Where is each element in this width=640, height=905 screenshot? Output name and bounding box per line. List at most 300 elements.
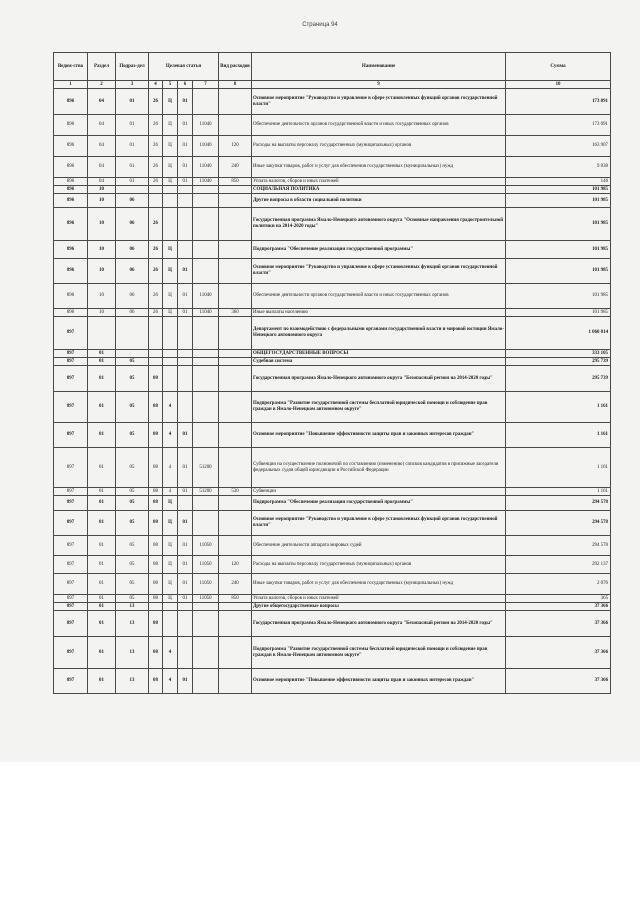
cell-vid: 240 — [219, 574, 252, 595]
cell-cs1: 08 — [149, 496, 163, 511]
cell-cs4: 11040 — [193, 157, 219, 178]
cell-vid: 240 — [219, 157, 252, 178]
table-row — [54, 536, 611, 556]
cell-cs3: 01 — [178, 89, 193, 115]
cell-cs1: 08 — [149, 488, 163, 496]
cell-cs3: 01 — [178, 423, 193, 448]
cell-cs1 — [149, 603, 163, 611]
cell-cs2: Ц — [163, 536, 178, 556]
cell-vid — [219, 637, 252, 669]
cell-name: Расходы на выплаты персоналу государственных (муниципальных) органов — [252, 136, 506, 157]
cell-name: Государственная программа Ямало-Ненецкого автономного округа "Основные направления градостроительной политики на 2014-2020 годы" — [252, 208, 506, 241]
col-number: 5 — [163, 81, 178, 89]
cell-cs2: 4 — [163, 448, 178, 488]
cell-sum: 37 366 — [506, 611, 611, 637]
cell-cs3: 01 — [178, 448, 193, 488]
cell-sum: 173 091 — [506, 89, 611, 115]
cell-razdel: 01 — [88, 350, 116, 358]
cell-cs1: 08 — [149, 669, 163, 694]
cell-razdel: 01 — [88, 511, 116, 536]
cell-razdel: 10 — [88, 194, 116, 208]
cell-vid — [219, 317, 252, 350]
cell-name: Обеспечение деятельности аппарата мировых судей — [252, 536, 506, 556]
cell-vid — [219, 194, 252, 208]
cell-podrazdel: 06 — [116, 284, 149, 309]
cell-cs2 — [163, 194, 178, 208]
cell-ved: 897 — [54, 611, 88, 637]
cell-cs2 — [163, 366, 178, 392]
cell-cs2: Ц — [163, 157, 178, 178]
cell-sum: 101 985 — [506, 208, 611, 241]
cell-ved: 896 — [54, 284, 88, 309]
cell-razdel: 01 — [88, 603, 116, 611]
cell-ved: 896 — [54, 89, 88, 115]
cell-cs1: 08 — [149, 448, 163, 488]
cell-razdel: 01 — [88, 358, 116, 366]
cell-cs1: 26 — [149, 259, 163, 284]
cell-ved: 896 — [54, 186, 88, 194]
cell-cs2 — [163, 186, 178, 194]
cell-vid: 120 — [219, 136, 252, 157]
table-row — [54, 603, 611, 611]
cell-vid: 850 — [219, 178, 252, 186]
cell-sum: 294 578 — [506, 496, 611, 511]
cell-cs4 — [193, 611, 219, 637]
table-row — [54, 259, 611, 284]
col-number: 9 — [252, 81, 506, 89]
cell-ved: 897 — [54, 574, 88, 595]
cell-vid — [219, 536, 252, 556]
cell-sum: 101 985 — [506, 259, 611, 284]
cell-razdel: 10 — [88, 284, 116, 309]
cell-cs4 — [193, 241, 219, 259]
cell-cs1: 26 — [149, 136, 163, 157]
cell-sum: 295 739 — [506, 358, 611, 366]
cell-cs2 — [163, 208, 178, 241]
cell-vid — [219, 611, 252, 637]
cell-cs2: 4 — [163, 488, 178, 496]
cell-name: Субвенции — [252, 488, 506, 496]
cell-sum: 9 038 — [506, 157, 611, 178]
cell-cs4: 11050 — [193, 595, 219, 603]
cell-vid — [219, 89, 252, 115]
cell-sum: 1 161 — [506, 448, 611, 488]
table-row — [54, 556, 611, 574]
cell-cs4: 11040 — [193, 309, 219, 317]
table-row — [54, 392, 611, 423]
cell-vid — [219, 511, 252, 536]
cell-vid — [219, 496, 252, 511]
cell-cs3: 01 — [178, 259, 193, 284]
cell-cs3: 01 — [178, 511, 193, 536]
cell-razdel: 10 — [88, 186, 116, 194]
cell-cs4 — [193, 186, 219, 194]
cell-sum: 163 907 — [506, 136, 611, 157]
col-number: 7 — [193, 81, 219, 89]
cell-ved: 897 — [54, 595, 88, 603]
cell-cs2: Ц — [163, 178, 178, 186]
cell-cs1: 08 — [149, 511, 163, 536]
cell-vid — [219, 392, 252, 423]
cell-cs1 — [149, 194, 163, 208]
cell-cs1: 08 — [149, 366, 163, 392]
cell-cs2: 4 — [163, 637, 178, 669]
cell-cs4: 11040 — [193, 115, 219, 136]
cell-razdel: 10 — [88, 241, 116, 259]
cell-cs4: 11050 — [193, 574, 219, 595]
cell-sum: 173 091 — [506, 115, 611, 136]
cell-cs2: Ц — [163, 115, 178, 136]
cell-cs3: 01 — [178, 574, 193, 595]
cell-sum: 37 366 — [506, 669, 611, 694]
cell-cs1: 08 — [149, 637, 163, 669]
cell-razdel: 01 — [88, 574, 116, 595]
cell-cs1: 26 — [149, 241, 163, 259]
cell-cs2: Ц — [163, 241, 178, 259]
cell-cs1: 08 — [149, 595, 163, 603]
cell-name: Обеспечение деятельности органов государственной власти и иных государственных органов — [252, 284, 506, 309]
cell-ved: 897 — [54, 366, 88, 392]
cell-cs3: 01 — [178, 115, 193, 136]
cell-cs4 — [193, 317, 219, 350]
cell-cs4: 11050 — [193, 536, 219, 556]
cell-podrazdel: 05 — [116, 366, 149, 392]
cell-sum: 294 578 — [506, 536, 611, 556]
cell-podrazdel: 05 — [116, 423, 149, 448]
table-row — [54, 178, 611, 186]
cell-cs3 — [178, 241, 193, 259]
header-podrazdel: Подраз-дел — [116, 53, 149, 81]
cell-razdel: 04 — [88, 89, 116, 115]
cell-cs3: 01 — [178, 488, 193, 496]
cell-name: Иные закупки товаров, работ и услуг для обеспечения государственных (муниципальных) нужд — [252, 574, 506, 595]
cell-podrazdel: 05 — [116, 358, 149, 366]
cell-cs4: 51200 — [193, 488, 219, 496]
cell-sum: 146 — [506, 178, 611, 186]
cell-vid — [219, 241, 252, 259]
cell-razdel: 01 — [88, 669, 116, 694]
cell-ved: 897 — [54, 358, 88, 366]
cell-name: Иные закупки товаров, работ и услуг для обеспечения государственных (муниципальных) нужд — [252, 157, 506, 178]
cell-cs3 — [178, 350, 193, 358]
cell-podrazdel: 13 — [116, 603, 149, 611]
cell-cs1: 08 — [149, 574, 163, 595]
cell-cs2: Ц — [163, 136, 178, 157]
cell-ved: 897 — [54, 317, 88, 350]
cell-podrazdel: 05 — [116, 536, 149, 556]
cell-vid — [219, 115, 252, 136]
col-number: 4 — [149, 81, 163, 89]
cell-cs2: Ц — [163, 511, 178, 536]
cell-podrazdel: 05 — [116, 448, 149, 488]
cell-cs3: 01 — [178, 309, 193, 317]
cell-podrazdel: 06 — [116, 241, 149, 259]
table-row — [54, 186, 611, 194]
cell-cs4 — [193, 358, 219, 366]
cell-name: Государственная программа Ямало-Ненецкого автономного округа "Безопасный регион на 2014-2020 годы" — [252, 366, 506, 392]
cell-cs3: 01 — [178, 136, 193, 157]
cell-name: Обеспечение деятельности органов государственной власти и иных государственных органов — [252, 115, 506, 136]
table-row — [54, 423, 611, 448]
cell-name: Уплата налогов, сборов и иных платежей — [252, 178, 506, 186]
cell-razdel: 10 — [88, 208, 116, 241]
cell-podrazdel: 05 — [116, 511, 149, 536]
cell-podrazdel: 01 — [116, 115, 149, 136]
table-row — [54, 595, 611, 603]
cell-vid — [219, 669, 252, 694]
cell-podrazdel: 05 — [116, 488, 149, 496]
cell-name: Основное мероприятие "Повышение эффективности защиты прав и законных интересов граждан" — [252, 423, 506, 448]
cell-sum: 292 137 — [506, 556, 611, 574]
cell-cs2: 4 — [163, 392, 178, 423]
cell-cs2: Ц — [163, 556, 178, 574]
cell-razdel: 01 — [88, 611, 116, 637]
table-row — [54, 350, 611, 358]
cell-name: Уплата налогов, сборов и иных платежей — [252, 595, 506, 603]
cell-cs1: 26 — [149, 157, 163, 178]
table-row — [54, 669, 611, 694]
cell-ved: 897 — [54, 536, 88, 556]
cell-vid — [219, 208, 252, 241]
cell-cs4 — [193, 208, 219, 241]
cell-sum: 101 985 — [506, 241, 611, 259]
cell-name: Подпрограмма "Развитие государственной системы бесплатной юридической помощи и соблюдение прав граждан в Ямало-Ненецком автономном округе" — [252, 637, 506, 669]
cell-sum: 37 366 — [506, 637, 611, 669]
cell-name: Подпрограмма "Обеспечение реализации государственной программы" — [252, 496, 506, 511]
cell-name: СОЦИАЛЬНАЯ ПОЛИТИКА — [252, 186, 506, 194]
cell-ved: 897 — [54, 556, 88, 574]
cell-ved: 897 — [54, 488, 88, 496]
header-name: Наименование — [252, 53, 506, 81]
cell-cs2: Ц — [163, 309, 178, 317]
table-row — [54, 284, 611, 309]
table-row — [54, 448, 611, 488]
cell-cs2: Ц — [163, 595, 178, 603]
cell-razdel: 01 — [88, 366, 116, 392]
cell-cs3 — [178, 496, 193, 511]
cell-ved: 896 — [54, 259, 88, 284]
cell-cs4 — [193, 669, 219, 694]
cell-podrazdel: 06 — [116, 194, 149, 208]
cell-name: Основное мероприятие "Руководство и управление в сфере установленных функций органов государственной власти" — [252, 259, 506, 284]
cell-cs3 — [178, 603, 193, 611]
cell-name: Государственная программа Ямало-Ненецкого автономного округа "Безопасный регион на 2014-2020 годы" — [252, 611, 506, 637]
table-row — [54, 496, 611, 511]
cell-razdel: 01 — [88, 496, 116, 511]
cell-cs3 — [178, 366, 193, 392]
cell-razdel: 10 — [88, 309, 116, 317]
cell-vid — [219, 448, 252, 488]
cell-name: Субвенции на осуществление полномочий по составлению (изменению) списков кандидатов в присяжные заседатели федеральных судов общей юрисдикции в Российской Федерации — [252, 448, 506, 488]
col-number: 1 — [54, 81, 88, 89]
column-number-row — [54, 81, 611, 89]
cell-ved: 897 — [54, 392, 88, 423]
cell-vid — [219, 186, 252, 194]
col-number: 8 — [219, 81, 252, 89]
budget-table — [53, 52, 611, 694]
cell-razdel: 10 — [88, 259, 116, 284]
header-ved: Ведом-ство — [54, 53, 88, 81]
cell-razdel: 01 — [88, 448, 116, 488]
cell-razdel: 01 — [88, 556, 116, 574]
cell-podrazdel — [116, 350, 149, 358]
cell-vid: 120 — [219, 556, 252, 574]
cell-name: Другие общегосударственные вопросы — [252, 603, 506, 611]
cell-podrazdel: 05 — [116, 574, 149, 595]
table-body — [54, 89, 611, 694]
cell-cs2 — [163, 350, 178, 358]
cell-name: Основное мероприятие "Руководство и управление в сфере установленных функций органов государственной власти" — [252, 511, 506, 536]
cell-ved: 896 — [54, 178, 88, 186]
cell-cs3 — [178, 208, 193, 241]
cell-sum: 37 366 — [506, 603, 611, 611]
cell-podrazdel: 06 — [116, 259, 149, 284]
cell-cs4 — [193, 511, 219, 536]
cell-razdel: 04 — [88, 115, 116, 136]
cell-cs4 — [193, 194, 219, 208]
cell-ved: 897 — [54, 669, 88, 694]
table-row — [54, 89, 611, 115]
table-row — [54, 574, 611, 595]
cell-vid: 360 — [219, 309, 252, 317]
cell-cs3: 01 — [178, 178, 193, 186]
cell-cs4: 11040 — [193, 284, 219, 309]
cell-podrazdel: 01 — [116, 157, 149, 178]
cell-podrazdel: 13 — [116, 637, 149, 669]
cell-sum: 2 076 — [506, 574, 611, 595]
cell-podrazdel: 05 — [116, 595, 149, 603]
cell-cs1: 08 — [149, 423, 163, 448]
table-row — [54, 366, 611, 392]
cell-ved: 896 — [54, 136, 88, 157]
cell-vid — [219, 603, 252, 611]
cell-cs1 — [149, 358, 163, 366]
cell-cs1: 26 — [149, 309, 163, 317]
cell-vid — [219, 259, 252, 284]
header-celevaya: Целевая статья — [149, 53, 219, 81]
cell-cs3: 01 — [178, 536, 193, 556]
cell-vid: 850 — [219, 595, 252, 603]
cell-cs1: 08 — [149, 611, 163, 637]
cell-ved: 897 — [54, 350, 88, 358]
cell-cs2: Ц — [163, 89, 178, 115]
cell-cs1 — [149, 186, 163, 194]
cell-podrazdel: 13 — [116, 669, 149, 694]
cell-podrazdel — [116, 186, 149, 194]
cell-ved: 897 — [54, 448, 88, 488]
cell-vid — [219, 366, 252, 392]
header-vid: Вид расходов — [219, 53, 252, 81]
cell-sum: 101 985 — [506, 186, 611, 194]
cell-sum: 101 985 — [506, 284, 611, 309]
table-row — [54, 136, 611, 157]
cell-cs3 — [178, 194, 193, 208]
table-row — [54, 115, 611, 136]
table-row — [54, 488, 611, 496]
cell-cs1: 26 — [149, 208, 163, 241]
cell-cs4: 11050 — [193, 556, 219, 574]
cell-podrazdel: 05 — [116, 496, 149, 511]
cell-cs4 — [193, 496, 219, 511]
cell-cs2: 4 — [163, 423, 178, 448]
cell-podrazdel: 01 — [116, 89, 149, 115]
cell-razdel: 01 — [88, 423, 116, 448]
cell-cs1 — [149, 317, 163, 350]
cell-sum: 101 985 — [506, 194, 611, 208]
table-row — [54, 317, 611, 350]
cell-cs1: 08 — [149, 536, 163, 556]
cell-name: Иные выплаты населению — [252, 309, 506, 317]
cell-cs1: 08 — [149, 392, 163, 423]
cell-vid — [219, 423, 252, 448]
cell-cs3: 01 — [178, 595, 193, 603]
cell-ved: 896 — [54, 115, 88, 136]
cell-podrazdel: 01 — [116, 178, 149, 186]
header-sum: Сумма — [506, 53, 611, 81]
cell-name: Основное мероприятие "Руководство и управление в сфере установленных функций органов государственной власти" — [252, 89, 506, 115]
cell-sum: 1 161 — [506, 423, 611, 448]
cell-podrazdel: 06 — [116, 208, 149, 241]
cell-name: Департамент по взаимодействию с федеральными органами государственной власти и мировой юстиции Ямало-Ненецкого автономного округа — [252, 317, 506, 350]
cell-razdel: 01 — [88, 536, 116, 556]
cell-podrazdel: 05 — [116, 556, 149, 574]
cell-cs4 — [193, 89, 219, 115]
cell-vid — [219, 358, 252, 366]
cell-cs3 — [178, 186, 193, 194]
table-row — [54, 358, 611, 366]
col-number: 6 — [178, 81, 193, 89]
cell-cs3: 01 — [178, 669, 193, 694]
cell-cs2 — [163, 611, 178, 637]
cell-sum: 333 105 — [506, 350, 611, 358]
table-row — [54, 208, 611, 241]
cell-cs4: 11040 — [193, 178, 219, 186]
cell-cs1: 26 — [149, 115, 163, 136]
col-number: 2 — [88, 81, 116, 89]
cell-cs2: Ц — [163, 284, 178, 309]
cell-razdel: 01 — [88, 595, 116, 603]
cell-name: Судебная система — [252, 358, 506, 366]
cell-cs2 — [163, 317, 178, 350]
col-number: 3 — [116, 81, 149, 89]
cell-cs4 — [193, 423, 219, 448]
cell-sum: 1 161 — [506, 488, 611, 496]
table-header-row — [54, 53, 611, 81]
cell-ved: 897 — [54, 496, 88, 511]
table-row — [54, 241, 611, 259]
cell-cs3 — [178, 611, 193, 637]
cell-cs1: 26 — [149, 89, 163, 115]
cell-cs1: 26 — [149, 178, 163, 186]
page-label: Страница 94 — [302, 22, 338, 28]
cell-cs2 — [163, 603, 178, 611]
cell-vid — [219, 284, 252, 309]
cell-name: Другие вопросы в области социальной политики — [252, 194, 506, 208]
cell-cs4 — [193, 392, 219, 423]
cell-cs1 — [149, 350, 163, 358]
table-row — [54, 637, 611, 669]
cell-name: Расходы на выплаты персоналу государственных (муниципальных) органов — [252, 556, 506, 574]
cell-razdel: 01 — [88, 637, 116, 669]
cell-podrazdel: 13 — [116, 611, 149, 637]
table-row — [54, 157, 611, 178]
cell-sum: 1 161 — [506, 392, 611, 423]
cell-cs2: Ц — [163, 574, 178, 595]
cell-cs3 — [178, 637, 193, 669]
cell-vid — [219, 350, 252, 358]
cell-podrazdel: 01 — [116, 136, 149, 157]
cell-razdel: 04 — [88, 157, 116, 178]
